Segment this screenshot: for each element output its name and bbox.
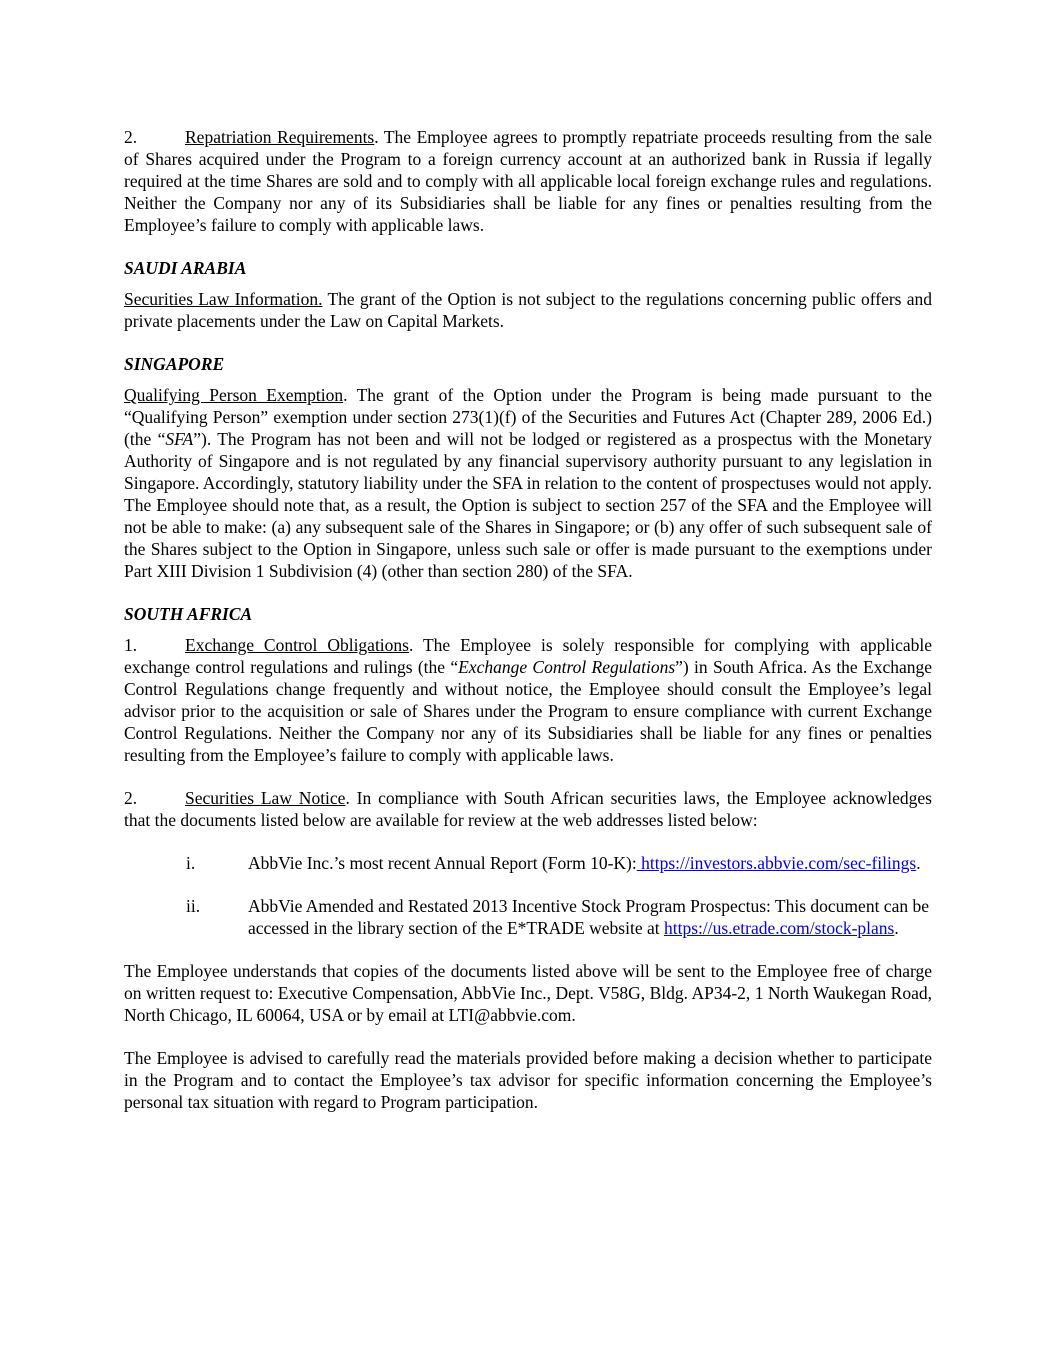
text-run: . bbox=[894, 918, 899, 938]
text-run: ”). The Program has not been and will not be lodged or registered as a prospectus with the Monetary Authority of Singapore and is not regulated by any financial supervisory authority pursuant to any legislation in Singapore. Accordingly, statutory liability under the SFA in relation to the content of prospectuses would not apply. The Employee should note that, as a result, the Option is subject to section 257 of the SFA and the Employee will not be able to make: (a) any subsequent sale of the Shares in Singapore; or (b) any offer of such subsequent sale of the Shares subject to the Option in Singapore, unless such sale or offer is made pursuant to the exemptions under Part XIII Division 1 Subdivision (4) (other than section 280) of the SFA. bbox=[124, 429, 932, 581]
text-run: ”) in South Africa. As the Exchange Control Regulations change frequently and without notice, the Employee should consult the Employee’s legal advisor prior to the acquisition or sale of Shares under the Program to ensure compliance with current Exchange Control Regulations. Neither the Company nor any of its Subsidiaries shall be liable for any fines or penalties resulting from the Employee’s failure to comply with applicable laws. bbox=[124, 657, 932, 765]
underlined-term: Qualifying Person Exemption bbox=[124, 385, 344, 405]
text-run: . In compliance with South African securities laws, the Employee acknowledges that the documents listed below are available for review at the web addresses listed below: bbox=[124, 788, 932, 830]
underlined-term: Repatriation Requirements bbox=[185, 127, 375, 147]
text-run: AbbVie Inc.’s most recent Annual Report (Form 10-K): bbox=[248, 853, 637, 873]
hyperlink[interactable]: https://investors.abbvie.com/sec-filings bbox=[636, 853, 917, 873]
paragraph bbox=[124, 288, 932, 332]
text-run: . bbox=[916, 853, 921, 873]
numbered-paragraph bbox=[124, 787, 932, 831]
section-heading: SOUTH AFRICA bbox=[124, 604, 253, 624]
text-run: The Employee is advised to carefully read the materials provided before making a decision whether to participate in the Program and to contact the Employee’s tax advisor for specific information concerning the Employee’s personal tax situation with regard to Program participation. bbox=[124, 1048, 932, 1112]
underlined-term: Securities Law Information. bbox=[124, 289, 323, 309]
paragraph bbox=[124, 384, 932, 582]
paragraph bbox=[124, 1047, 932, 1113]
section-heading: SINGAPORE bbox=[124, 354, 225, 374]
paragraph-number: 2. bbox=[124, 127, 138, 147]
list-item bbox=[124, 852, 932, 874]
hyperlink[interactable]: https://us.etrade.com/stock-plans bbox=[663, 918, 895, 938]
numbered-paragraph bbox=[124, 126, 932, 236]
list-marker: ii. bbox=[186, 896, 201, 916]
italic-term: Exchange Control Regulations bbox=[458, 657, 676, 677]
paragraph bbox=[124, 960, 932, 1026]
paragraph-number: 2. bbox=[124, 788, 138, 808]
list-marker: i. bbox=[186, 853, 196, 873]
underlined-term: Securities Law Notice bbox=[185, 788, 346, 808]
text-run: . The Employee agrees to promptly repatriate proceeds resulting from the sale of Shares acquired under the Program to a foreign currency account at an authorized bank in Russia if legally required at the time Shares are sold and to comply with all applicable local foreign exchange rules and regulations. Neither the Company nor any of its Subsidiaries shall be liable for any fines or penalties resulting from the Employee’s failure to comply with applicable laws. bbox=[124, 127, 932, 235]
paragraph-number: 1. bbox=[124, 635, 138, 655]
section-heading: SAUDI ARABIA bbox=[124, 258, 247, 278]
document-body bbox=[124, 126, 932, 1134]
text-run: The Employee understands that copies of the documents listed above will be sent to the Employee free of charge on written request to: Executive Compensation, AbbVie Inc., Dept. V58G, Bldg. AP34-2, 1 North Waukegan Road, North Chicago, IL 60064, USA or by email at LTI@abbvie.com. bbox=[124, 961, 932, 1025]
numbered-paragraph bbox=[124, 634, 932, 766]
text-run: AbbVie Amended and Restated 2013 Incentive Stock Program Prospectus: This document can be accessed in the library section of the E*TRADE website at bbox=[248, 896, 929, 938]
text-run: The grant of the Option is not subject to the regulations concerning public offers and private placements under the Law on Capital Markets. bbox=[124, 289, 932, 331]
text-run: . The grant of the Option under the Program is being made pursuant to the “Qualifying Person” exemption under section 273(1)(f) of the Securities and Futures Act (Chapter 289, 2006 Ed.) (the “ bbox=[124, 385, 932, 449]
italic-term: SFA bbox=[165, 429, 194, 449]
text-run: . The Employee is solely responsible for complying with applicable exchange control regulations and rulings (the “ bbox=[124, 635, 932, 677]
list-item bbox=[124, 895, 932, 939]
underlined-term: Exchange Control Obligations bbox=[185, 635, 409, 655]
